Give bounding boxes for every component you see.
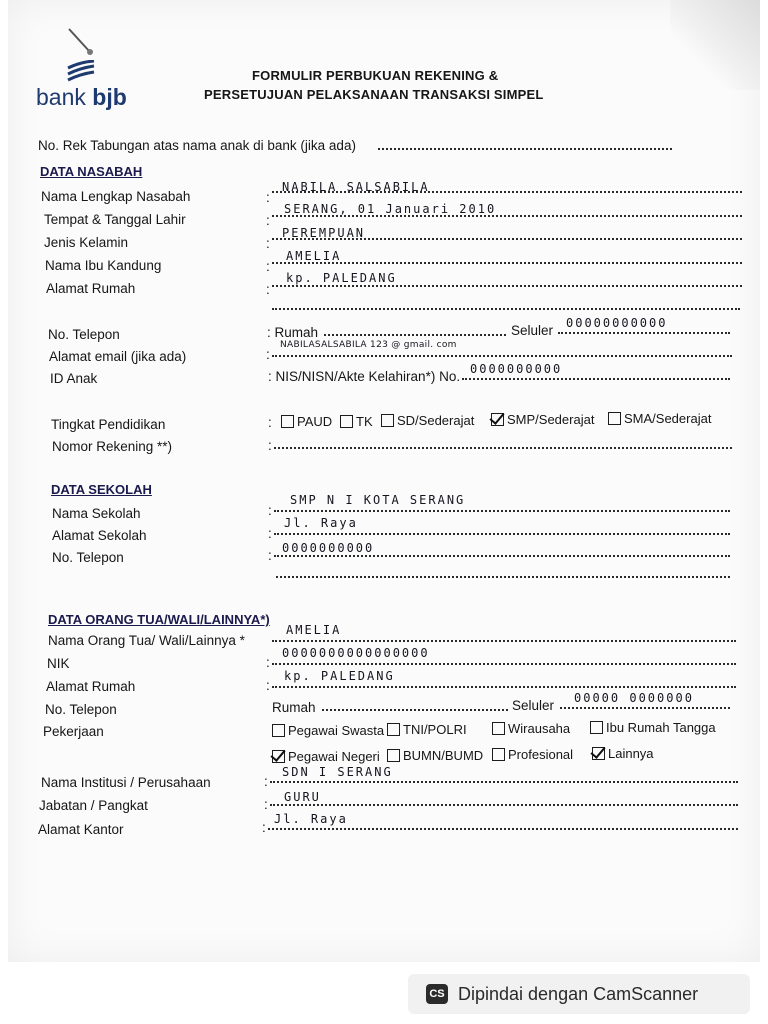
jabatan-label: Jabatan / Pangkat [39,798,148,813]
staple-pin-icon [66,26,96,58]
alamat-orang-tua-value: kp. PALEDANG [284,669,395,683]
section-data-orang-tua: DATA ORANG TUA/WALI/LAINNYA*) [48,612,270,627]
form-title-line1: FORMULIR PERBUKUAN REKENING & [252,68,499,83]
telepon-sekolah-label: No. Telepon [52,550,124,565]
option-lainnya[interactable]: Lainnya [592,746,654,761]
ibu-kandung-label: Nama Ibu Kandung [45,258,162,273]
email-line[interactable] [272,355,732,357]
alamat-sekolah-line[interactable] [274,533,730,535]
alamat-sekolah-value: Jl. Raya [284,516,358,530]
pegawai-negeri-checkbox[interactable] [272,750,285,763]
option-pegawai-swasta[interactable]: Pegawai Swasta [272,723,384,738]
alamat-rumah-line[interactable] [272,285,742,287]
nama-nasabah-label: Nama Lengkap Nasabah [41,189,191,204]
lainnya-checkbox[interactable] [592,747,605,760]
camscanner-icon: CS [426,984,448,1004]
nama-nasabah-value: NABILA SALSABILA [282,180,430,194]
nik-value: 0000000000000000 [282,646,430,660]
wirausaha-checkbox[interactable] [492,722,505,735]
telepon-orang-tua-rumah-label: Rumah [272,700,316,715]
jabatan-value: GURU [284,790,321,804]
telepon-rumah-label: : Rumah [267,325,319,340]
folded-corner [670,0,760,90]
bumn-bumd-checkbox[interactable] [387,749,400,762]
option-ibu-rumah-tangga[interactable]: Ibu Rumah Tangga [590,720,716,735]
tk-checkbox[interactable] [340,415,353,428]
alamat-kantor-line[interactable] [268,828,738,830]
ttl-value: SERANG, 01 Januari 2010 [284,202,497,216]
logo-stripes-icon [66,60,96,82]
telepon-sekolah-value: 0000000000 [282,541,375,555]
profesional-checkbox[interactable] [492,748,505,761]
logo-brand: bjb [92,84,127,110]
alamat-kantor-value: Jl. Raya [274,812,348,826]
email-label: Alamat email (jika ada) [49,349,187,364]
pekerjaan-label: Pekerjaan [43,724,104,739]
smp-checkbox[interactable] [491,413,504,426]
ibu-kandung-line[interactable] [272,262,742,264]
alamat-rumah-label: Alamat Rumah [46,281,136,296]
nik-label: NIK [47,656,70,671]
camscanner-text: Dipindai dengan CamScanner [458,983,699,1004]
alamat-rumah-value: kp. PALEDANG [286,271,397,285]
option-sma[interactable]: SMA/Sederajat [608,411,711,426]
section-data-sekolah: DATA SEKOLAH [51,482,152,497]
nama-orang-tua-value: AMELIA [286,623,342,637]
nomor-rekening-label: Nomor Rekening **) [52,439,173,454]
nama-sekolah-line[interactable] [274,510,730,512]
ttl-label: Tempat & Tanggal Lahir [44,212,186,227]
alamat-orang-tua-label: Alamat Rumah [46,679,136,694]
telepon-seluler-label: Seluler [511,323,554,338]
telepon-orang-tua-rumah-line[interactable] [322,709,508,711]
nama-sekolah-label: Nama Sekolah [52,506,141,521]
ibu-rumah-tangga-checkbox[interactable] [590,721,603,734]
option-sd[interactable]: SD/Sederajat [381,413,474,428]
paud-checkbox[interactable] [281,415,294,428]
id-anak-prefix: : NIS/NISN/Akte Kelahiran*) No. [268,369,461,384]
option-bumn-bumd[interactable]: BUMN/BUMD [387,748,483,763]
institusi-line[interactable] [270,781,738,783]
ibu-kandung-value: AMELIA [286,249,342,263]
form-title-line2: PERSETUJUAN PELAKSANAAN TRANSAKSI SIMPEL [204,87,544,102]
alamat-kantor-label: Alamat Kantor [38,822,124,837]
option-profesional[interactable]: Profesional [492,747,573,762]
camscanner-watermark [408,974,750,1014]
jenis-kelamin-label: Jenis Kelamin [44,235,129,250]
jabatan-line[interactable] [270,804,738,806]
telepon-sekolah-line[interactable] [274,555,730,557]
option-smp[interactable]: SMP/Sederajat [491,412,594,427]
institusi-value: SDN I SERANG [282,765,393,779]
telepon-seluler-line[interactable] [558,332,730,334]
sma-checkbox[interactable] [608,412,621,425]
nama-sekolah-value: SMP N I KOTA SERANG [290,493,466,507]
alamat-rumah-line2[interactable] [272,308,740,310]
option-paud[interactable]: PAUD [281,414,332,429]
alamat-orang-tua-line[interactable] [272,686,736,688]
telepon-rumah-line[interactable] [324,334,506,336]
telepon-orang-tua-seluler-label: Seluler [512,698,555,713]
sd-checkbox[interactable] [381,414,394,427]
pendidikan-label: Tingkat Pendidikan [51,417,166,432]
telepon-orang-tua-seluler-value: 00000 0000000 [574,691,694,705]
logo-prefix: bank [36,84,86,110]
id-anak-line[interactable] [462,378,730,380]
pegawai-swasta-checkbox[interactable] [272,724,285,737]
telepon-seluler-value: 00000000000 [566,316,668,330]
alamat-sekolah-label: Alamat Sekolah [52,528,147,543]
option-tk[interactable]: TK [340,414,373,429]
section-data-nasabah: DATA NASABAH [40,164,143,179]
nama-orang-tua-label: Nama Orang Tua/ Wali/Lainnya * [48,633,245,648]
telepon-orang-tua-label: No. Telepon [45,702,117,717]
telepon-sekolah-line2[interactable] [276,576,730,578]
email-value: NABILASALSABILA 123 @ gmail. com [280,340,457,350]
option-tni-polri[interactable]: TNI/POLRI [387,722,467,737]
no-rek-tabungan-line[interactable] [378,148,672,150]
nama-orang-tua-line[interactable] [272,640,736,642]
no-rek-tabungan-label: No. Rek Tabungan atas nama anak di bank (jika ada) [38,138,356,153]
institusi-label: Nama Institusi / Perusahaan [41,775,211,790]
telepon-orang-tua-seluler-line[interactable] [560,707,730,709]
nik-line[interactable] [272,663,736,665]
option-wirausaha[interactable]: Wirausaha [492,721,570,736]
telepon-label: No. Telepon [48,327,120,342]
tni-polri-checkbox[interactable] [387,723,400,736]
nomor-rekening-line[interactable] [274,447,732,449]
option-pegawai-negeri[interactable]: Pegawai Negeri [272,749,380,764]
id-anak-value: 0000000000 [470,362,563,376]
id-anak-label: ID Anak [50,371,98,386]
jenis-kelamin-value: PEREMPUAN [282,226,366,240]
